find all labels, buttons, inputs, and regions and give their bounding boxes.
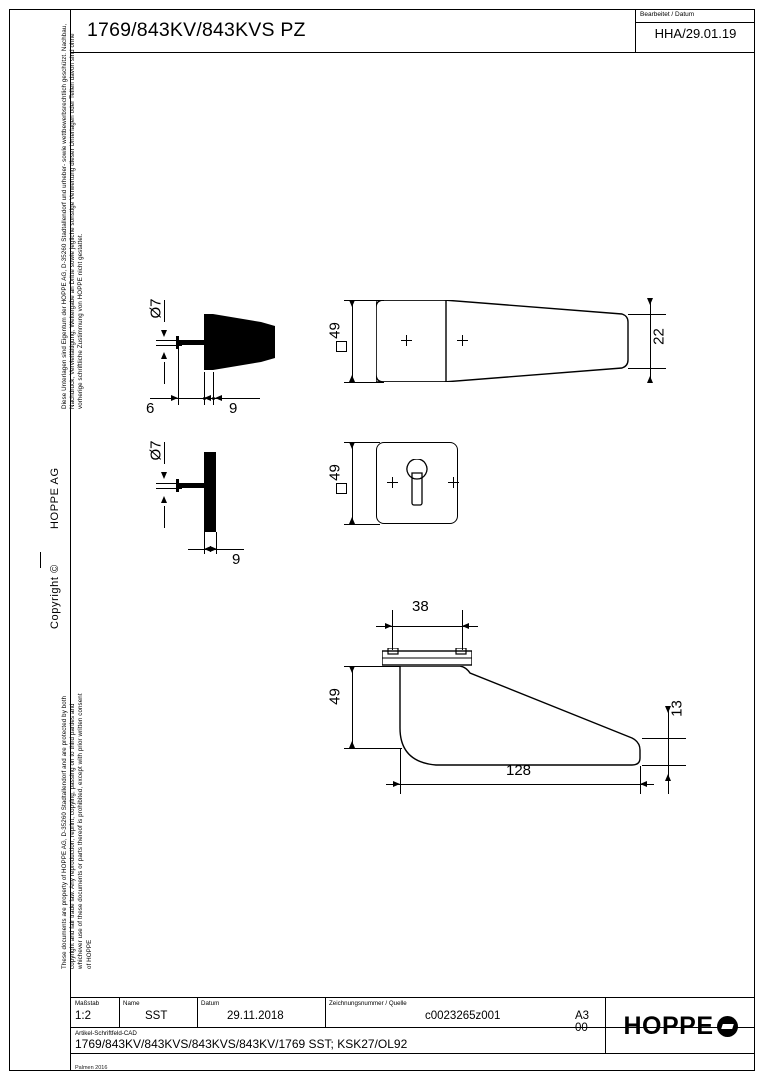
- dim-v4-square: 49: [326, 464, 344, 481]
- square-symbol-1: [336, 341, 347, 352]
- drawing-format-value: A3 00: [575, 1010, 590, 1034]
- dim-v2-square: 49: [326, 322, 344, 339]
- revision-label: Bearbeitet / Datum: [640, 11, 695, 18]
- dim-v5-thickness: 13: [668, 700, 686, 717]
- title-block: [71, 997, 755, 1071]
- dim-v3-diameter: Ø7: [147, 440, 165, 461]
- legal-german-text: Diese Unterlagen sind Eigentum der HOPPE AG, D-35260 Stadtallendorf und urheber- sowie wettbewerbsrechtlich geschützt. Nachbau, Nachdruck, Vervielfältigung, Weitergabe an Dritte sowie jegliche sonstige Verwertung dieser Unterlagen oder Teilen davon sind ohne vorherige schriftliche Zustimmung von HOPPE nicht gestattet.: [61, 23, 85, 409]
- revision-value: HHA/29.01.19: [654, 26, 737, 41]
- scale-label: Maßstab: [75, 1000, 100, 1007]
- title-block-row-3: [71, 1054, 755, 1072]
- dim-v1-a: 6: [146, 400, 155, 417]
- dim-v5-left: 49: [326, 688, 344, 705]
- name-cell: [119, 998, 197, 1027]
- logo-mark-icon: [717, 1016, 738, 1037]
- drawing-number-label: Zeichnungsnummer / Quelle: [329, 1000, 407, 1007]
- dim-v1-b: 9: [229, 400, 238, 417]
- name-label: Name: [123, 1000, 140, 1007]
- drawing-number-cell: [325, 998, 605, 1034]
- dim-v5-top: 38: [412, 598, 429, 615]
- centermark-1: [401, 335, 412, 346]
- drawing-number-value: c0023265z001: [425, 1010, 501, 1022]
- date-cell: [197, 998, 325, 1027]
- logo-text: HOPPE: [623, 1011, 714, 1040]
- legal-english-text: These documents are property of HOPPE AG, D-35260 Stadtallendorf and are protected by both copyright and fair trade law. Any reproduction, reprint, copying, passing on to third parties and whichever use of these documents or parts thereof is prohibited, except with prior written consent of HOPPE: [61, 693, 93, 969]
- footer-note: Palmen 2016: [75, 1065, 108, 1071]
- scale-cell: [71, 998, 119, 1027]
- article-value: 1769/843KV/843KVS/843KVS/843KV/1769 SST; KSK27/OL92: [75, 1037, 408, 1051]
- centermark-3: [387, 477, 398, 488]
- dim-v1-diameter: Ø7: [147, 298, 165, 319]
- square-symbol-2: [336, 483, 347, 494]
- name-value: SST: [145, 1010, 168, 1022]
- company-name: HOPPE AG: [49, 467, 61, 529]
- date-label: Datum: [201, 1000, 220, 1007]
- article-cell: [71, 1028, 605, 1053]
- centermark-2: [457, 335, 468, 346]
- copyright-label: Copyright ©: [49, 564, 61, 629]
- article-label: Artikel-Schriftfeld-CAD: [75, 1030, 137, 1037]
- dim-v2-height: 22: [650, 328, 668, 345]
- scale-value: 1:2: [75, 1010, 91, 1022]
- centermark-4: [448, 477, 459, 488]
- date-value: 29.11.2018: [227, 1010, 284, 1022]
- page-title: 1769/843KV/843KVS PZ: [87, 19, 306, 41]
- dim-v5-length: 128: [506, 762, 532, 779]
- hoppe-logo: [605, 998, 755, 1054]
- dim-v3-b: 9: [232, 551, 241, 568]
